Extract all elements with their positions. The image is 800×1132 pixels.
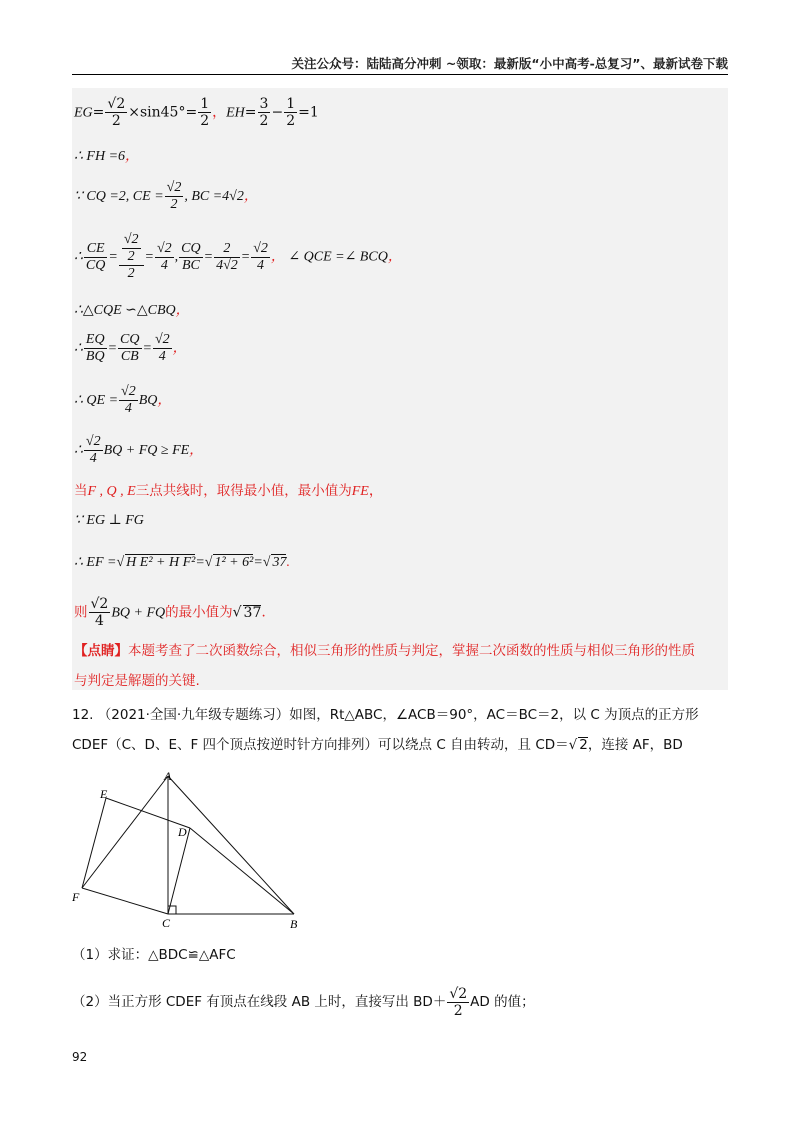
solution-line-5: ∴△CQE ∽△CBQ， (74, 303, 190, 318)
fraction: $\frac{√2}{4}$ (90, 596, 109, 630)
fraction: $\frac{1}{2}$ (200, 96, 210, 130)
label-F: F (72, 890, 80, 904)
fraction: $\frac{CQ}{BC}$ (181, 240, 201, 273)
segment-EF (82, 798, 106, 888)
segment-AF (82, 776, 168, 888)
fraction: $\frac{CQ}{CB}$ (120, 332, 140, 365)
comment-tag: 【点睛】 (74, 643, 128, 659)
geometry-figure (72, 770, 312, 930)
compound-fraction: $\frac{\frac{√2}{2}}{2}$ (119, 232, 144, 282)
label-D: D (178, 825, 187, 839)
solution-line-3: ∵ CQ =2, CE = $\frac{√2}{2}$ , BC =4√2， (74, 180, 258, 213)
label-E: E (100, 787, 108, 801)
fraction: $\frac{√2}{4}$ (121, 384, 136, 417)
question-1: （1）求证：△BDC≌△AFC (72, 947, 236, 963)
solution-line-10: ∵ EG ⊥ FG (74, 513, 144, 528)
solution-line-6: ∴ $\frac{EQ}{BQ}$ = $\frac{CQ}{CB}$ = $\frac{√2}{4}$ ， (74, 332, 187, 365)
fraction: $\frac{2}{4√2}$ (216, 240, 238, 273)
solution-comment: 【点睛】本题考查了二次函数综合，相似三角形的性质与判定，掌握二次函数的性质与相似三角形的性质 与判定是解题的关键. (74, 643, 695, 689)
solution-line-8: ∴ $\frac{√2}{4}$ BQ + FQ ≥ FE， (74, 434, 204, 467)
fraction: $\frac{CE}{CQ}$ (85, 240, 106, 273)
fraction: $\frac{1}{2}$ (286, 96, 296, 130)
solution-line-11: ∴ EF =√ H E² + H F²=√ 1² + 6²=√ 37. (74, 555, 290, 570)
solution-line-9: 当F , Q , E三点共线时，取得最小值，最小值为FE， (74, 483, 383, 499)
page-header: 关注公众号：陆陆高分冲刺 ~领取：最新版“小中高考-总复习”、最新试卷下载 (291, 56, 728, 71)
problem-statement: 12. （2021·全国·九年级专题练习）如图，Rt△ABC，∠ACB＝90°，AC＝BC＝2，以 C 为顶点的正方形 CDEF（C、D、E、F 四个顶点按逆时针方向排列）可以绕点 C 自由转动，且 CD＝√ 2，连接 AF，BD (72, 707, 699, 753)
label-C: C (162, 916, 171, 930)
solution-line-4: ∴ $\frac{CE}{CQ}$ = $\frac{\frac{√2}{2}}{2}$ = $\frac{√2}{4}$ , $\frac{CQ}{BC}$ = $\frac{2}{4√2}$ = $\frac{√2}{4}$ ， ∠ QCE =∠ BCQ， (74, 232, 402, 282)
fraction: $\frac{√2}{4}$ (156, 240, 172, 273)
header-rule (72, 74, 728, 75)
segment-CD (168, 828, 190, 914)
fraction: $\frac{√2}{4}$ (85, 434, 101, 467)
solution-line-12: 则 $\frac{√2}{4}$ BQ + FQ的最小值为√ 37. (74, 596, 266, 630)
fraction: $\frac{√2}{2}$ (449, 986, 468, 1020)
solution-line-2: ∴ FH =6， (74, 149, 140, 164)
fraction: $\frac{√2}{2}$ (166, 180, 182, 213)
question-2: （2）当正方形 CDEF 有顶点在线段 AB 上时，直接写出 BD＋ $\frac{√2}{2}$ AD 的值； (72, 986, 535, 1020)
label-A: A (164, 770, 172, 783)
segment-BD (190, 828, 294, 914)
fraction: $\frac{√2}{2}$ (107, 96, 126, 130)
solution-line-1: EG= $\frac{√2}{2}$ ×sin45°= $\frac{1}{2}$ ，EH= $\frac{3}{2}$ − $\frac{1}{2}$ =1 (74, 96, 319, 130)
solution-line-7: ∴ QE = $\frac{√2}{4}$ BQ， (74, 384, 172, 417)
segment-FC (82, 888, 168, 914)
segment-AB (168, 776, 294, 914)
fraction: $\frac{√2}{4}$ (253, 240, 268, 273)
page-number: 92 (72, 1050, 88, 1064)
fraction: $\frac{√2}{4}$ (154, 332, 170, 365)
fraction: $\frac{EQ}{BQ}$ (85, 332, 105, 365)
label-B: B (290, 917, 298, 930)
fraction: $\frac{3}{2}$ (259, 96, 269, 130)
